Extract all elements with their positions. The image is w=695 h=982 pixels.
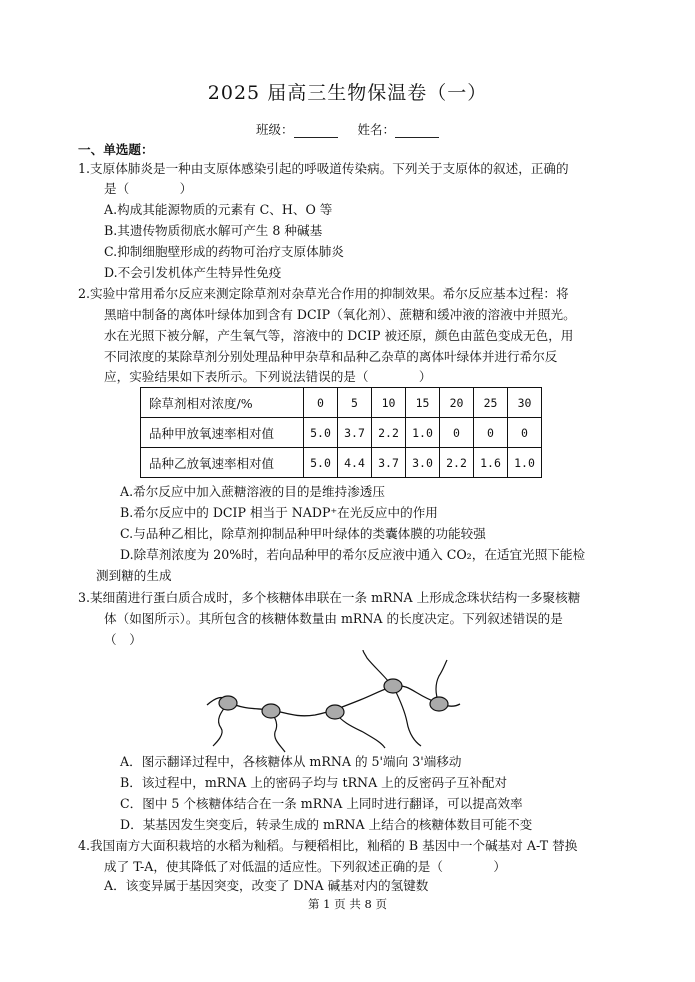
table-row xyxy=(141,388,542,418)
section-heading: 一、单选题： xyxy=(78,142,154,157)
q1-option-a: A.构成其能源物质的元素有 C、H、O 等 xyxy=(104,202,333,217)
q3-option-b: B．该过程中，mRNA 上的密码子均与 tRNA 上的反密码子互补配对 xyxy=(120,775,508,790)
q2-option-d-cont: 测到糖的生成 xyxy=(96,568,172,583)
q1-option-b: B.其遗传物质彻底水解可产生 8 种碱基 xyxy=(104,223,323,238)
table-row xyxy=(141,418,542,448)
table-cell: 20 xyxy=(440,388,474,418)
table-cell: 0 xyxy=(440,418,474,448)
table-cell: 1.0 xyxy=(406,418,440,448)
table-cell: 0 xyxy=(508,418,542,448)
q3-stem-line3: （ ） xyxy=(104,632,142,647)
table-cell: 30 xyxy=(508,388,542,418)
table-cell: 1.6 xyxy=(474,448,508,478)
table-cell: 10 xyxy=(372,388,406,418)
table-cell: 1.0 xyxy=(508,448,542,478)
herbicide-table xyxy=(140,387,542,478)
page-footer: 第 1 页 共 8 页 xyxy=(308,897,387,911)
q3-option-a: A．图示翻译过程中，各核糖体从 mRNA 的 5'端向 3'端移动 xyxy=(120,754,462,769)
q2-option-d: D.除草剂浓度为 20%时，若向品种甲的希尔反应液中通入 CO₂，在适宜光照下能检 xyxy=(120,547,586,562)
ribosome xyxy=(430,697,448,711)
q2-option-b: B.希尔反应中的 DCIP 相当于 NADP⁺在光反应中的作用 xyxy=(120,505,438,520)
table-cell: 5.0 xyxy=(304,418,338,448)
peptide-chain xyxy=(394,688,421,746)
q1-option-d: D.不会引发机体产生特异性免疫 xyxy=(104,265,282,280)
q1-stem-line1: 1.支原体肺炎是一种由支原体感染引起的呼吸道传染病。下列关于支原体的叙述，正确的 xyxy=(78,161,569,176)
table-cell: 3.7 xyxy=(372,448,406,478)
table-cell: 3.7 xyxy=(338,418,372,448)
table-cell: 除草剂相对浓度/% xyxy=(141,388,304,418)
q2-stem-line2: 黑暗中制备的离体叶绿体加到含有 DCIP（氧化剂）、蔗糖和缓冲液的溶液中并照光。 xyxy=(104,307,576,322)
q3-option-d: D．某基因发生突变后，转录生成的 mRNA 上结合的核糖体数目可能不变 xyxy=(120,817,533,832)
q2-option-c: C.与品种乙相比，除草剂抑制品种甲叶绿体的类囊体膜的功能较强 xyxy=(120,526,486,541)
table-cell: 2.2 xyxy=(372,418,406,448)
table-cell: 5.0 xyxy=(304,448,338,478)
q1-stem-line2: 是（ ） xyxy=(104,181,193,196)
polyribosome-diagram xyxy=(195,650,465,760)
table-cell: 3.0 xyxy=(406,448,440,478)
ribosome xyxy=(262,704,280,718)
q1-option-c: C.抑制细胞壁形成的药物可治疗支原体肺炎 xyxy=(104,244,344,259)
q2-option-a: A.希尔反应中加入蔗糖溶液的目的是维持渗透压 xyxy=(120,484,385,499)
ribosome xyxy=(326,705,344,719)
table-cell: 品种乙放氧速率相对值 xyxy=(141,448,304,478)
page-title: 2025 届高三生物保温卷（一） xyxy=(207,82,488,104)
q3-stem-line1: 3.某细菌进行蛋白质合成时，多个核糖体串联在一条 mRNA 上形成念珠状结构一多聚核糖 xyxy=(78,590,581,605)
class-blank xyxy=(294,125,338,138)
q4-stem-line1: 4.我国南方大面积栽培的水稻为籼稻。与粳稻相比，籼稻的 B 基因中一个碱基对 A-T 替换 xyxy=(78,838,578,853)
q4-stem-line2: 成了 T-A，使其降低了对低温的适应性。下列叙述正确的是（ ） xyxy=(104,859,506,874)
name-blank xyxy=(395,125,439,138)
q2-stem-line5: 应，实验结果如下表所示。下列说法错误的是（ ） xyxy=(104,369,432,384)
table-cell: 5 xyxy=(338,388,372,418)
table-cell: 2.2 xyxy=(440,448,474,478)
table-row xyxy=(141,448,542,478)
ribosome xyxy=(219,696,237,710)
table-cell: 4.4 xyxy=(338,448,372,478)
table-cell: 15 xyxy=(406,388,440,418)
q2-stem-line4: 不同浓度的某除草剂分别处理品种甲杂草和品种乙杂草的离体叶绿体并进行希尔反 xyxy=(104,349,558,364)
name-label: 姓名： xyxy=(357,122,395,137)
ribosome xyxy=(384,679,402,693)
q3-stem-line2: 体（如图所示）。其所包含的核糖体数量由 mRNA 的长度决定。下列叙述错误的是 xyxy=(104,611,563,626)
table-cell: 品种甲放氧速率相对值 xyxy=(141,418,304,448)
student-info xyxy=(0,120,695,138)
peptide-chain xyxy=(335,712,385,748)
table-cell: 0 xyxy=(474,418,508,448)
class-label: 班级： xyxy=(256,122,294,137)
q2-stem-line1: 2.实验中常用希尔反应来测定除草剂对杂草光合作用的抑制效果。希尔反应基本过程：将 xyxy=(78,286,569,301)
q3-option-c: C．图中 5 个核糖体结合在一条 mRNA 上同时进行翻译，可以提高效率 xyxy=(120,796,523,811)
table-cell: 25 xyxy=(474,388,508,418)
q2-stem-line3: 水在光照下被分解，产生氧气等，溶液中的 DCIP 被还原，颜色由蓝色变成无色，用 xyxy=(104,328,574,343)
table-cell: 0 xyxy=(304,388,338,418)
q4-option-a: A．该变异属于基因突变，改变了 DNA 碱基对内的氢键数 xyxy=(104,878,429,893)
